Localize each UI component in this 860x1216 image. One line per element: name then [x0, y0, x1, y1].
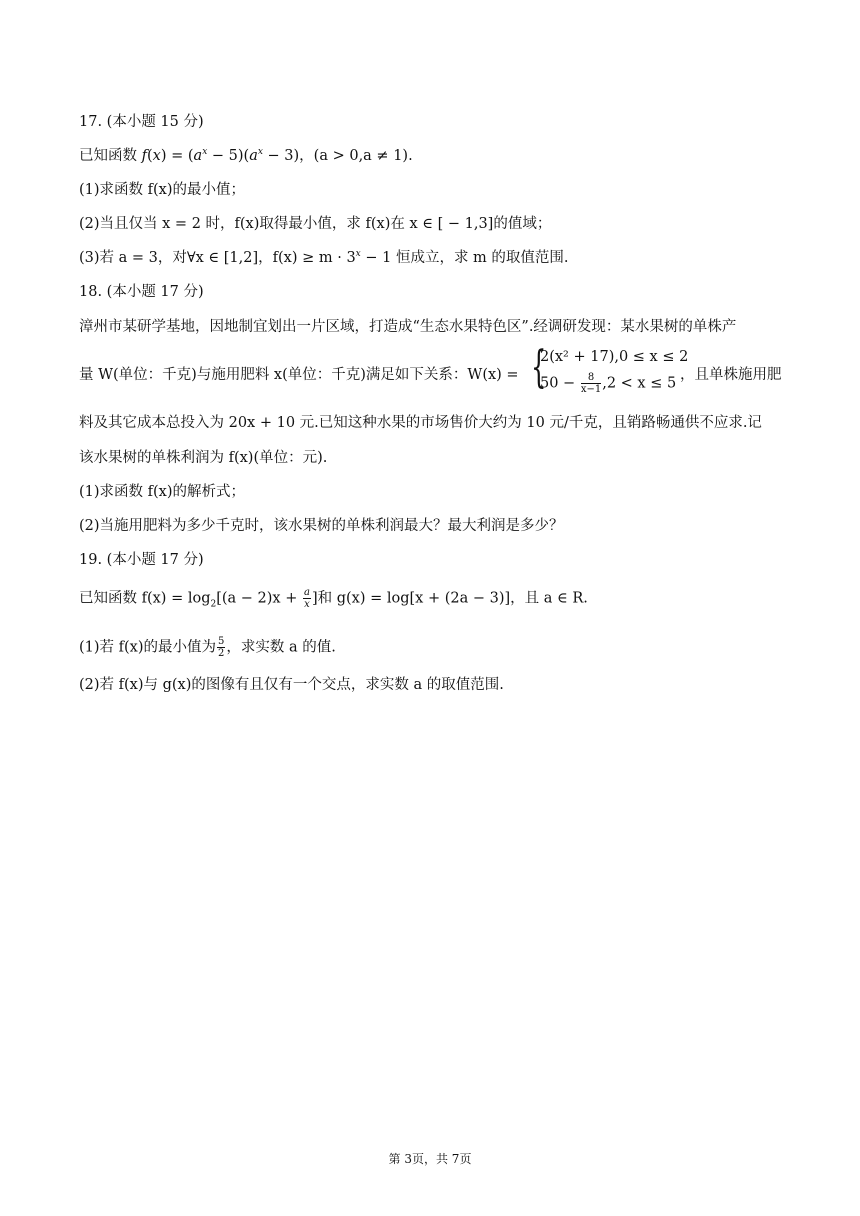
- q19-part2: (2)若 f(x)与 g(x)的图像有且仅有一个交点，求实数 a 的取值范围.: [79, 677, 504, 693]
- q19-part1-fraction: $\frac{5}{2}$: [218, 636, 225, 659]
- q17-part3: (3)若 a = 3，对∀x ∈ [1,2]，$f(x) \ge m \cdot 3^x - 1$ 恒成立，求 m 的取值范围.: [79, 249, 569, 266]
- q19-fraction: $\frac{a}{x}$: [303, 587, 310, 610]
- q18-case2: 50 − $\frac{8}{x-1}$ ,2 < x ≤ 5: [540, 372, 677, 395]
- q17-part3-prefix: (3)若 a = 3，对∀x ∈ [1,2]，f(x) ≥ m · 3: [79, 250, 356, 266]
- q18-part1: (1)求函数 f(x)的解析式；: [79, 484, 246, 500]
- page-footer: 第 3页，共 7页: [388, 1152, 472, 1166]
- q19-part1: (1)若 f(x)的最小值为 $\frac{5}{2}$ ，求实数 a 的值.: [79, 636, 336, 659]
- q17-header: 17. (本小题 15 分): [79, 114, 204, 130]
- q18-part2: (2)当施用肥料为多少千克时，该水果树的单株利润最大？最大利润是多少？: [79, 518, 564, 534]
- q17-part2: (2)当且仅当 x = 2 时，f(x)取得最小值，求 f(x)在 x ∈ [ − 1,3]的值域；: [79, 216, 552, 232]
- q18-line1: 漳州市某研学基地，因地制宜划出一片区域，打造成“生态水果特色区”.经调研发现：某水果树的单株产: [79, 319, 737, 335]
- piecewise-brace: {: [531, 342, 547, 393]
- q17-intro-prefix: 已知函数: [79, 148, 137, 164]
- q18-line3: 料及其它成本总投入为 20x + 10 元.已知这种水果的市场售价大约为 10 元/千克，且销路畅通供不应求.记: [79, 415, 762, 431]
- q17-part3-suffix: − 1 恒成立，求 m 的取值范围.: [360, 250, 569, 266]
- q18-line2-prefix: 量 W(单位：千克)与施用肥料 x(单位：千克)满足如下关系：W(x) =: [79, 367, 519, 383]
- q18-line2-suffix: ，且单株施用肥: [680, 367, 782, 383]
- q17-conditions: ，(a > 0,a ≠ 1).: [299, 148, 413, 164]
- q19-intro: 已知函数 $f(x) = \log_2[(a - 2)x$ + $\frac{a}{x}$ ]和 g(x) = log[x + (2a − 3)]，且 a ∈ R.: [79, 587, 588, 610]
- q19-header: 19. (本小题 17 分): [79, 552, 204, 568]
- q18-case2-fraction: $\frac{8}{x-1}$: [580, 372, 602, 395]
- q17-formula: f: [141, 148, 147, 164]
- q17-intro: 已知函数 $f(x) = (a^x - 5)(a^x - 3)$，(a > 0,a ≠ 1).: [79, 147, 413, 164]
- q18-case1: 2(x² + 17),0 ≤ x ≤ 2: [540, 349, 689, 365]
- q18-line4: 该水果树的单株利润为 f(x)(单位：元).: [79, 450, 328, 466]
- q17-part1: (1)求函数 f(x)的最小值；: [79, 182, 246, 198]
- q18-header: 18. (本小题 17 分): [79, 284, 204, 300]
